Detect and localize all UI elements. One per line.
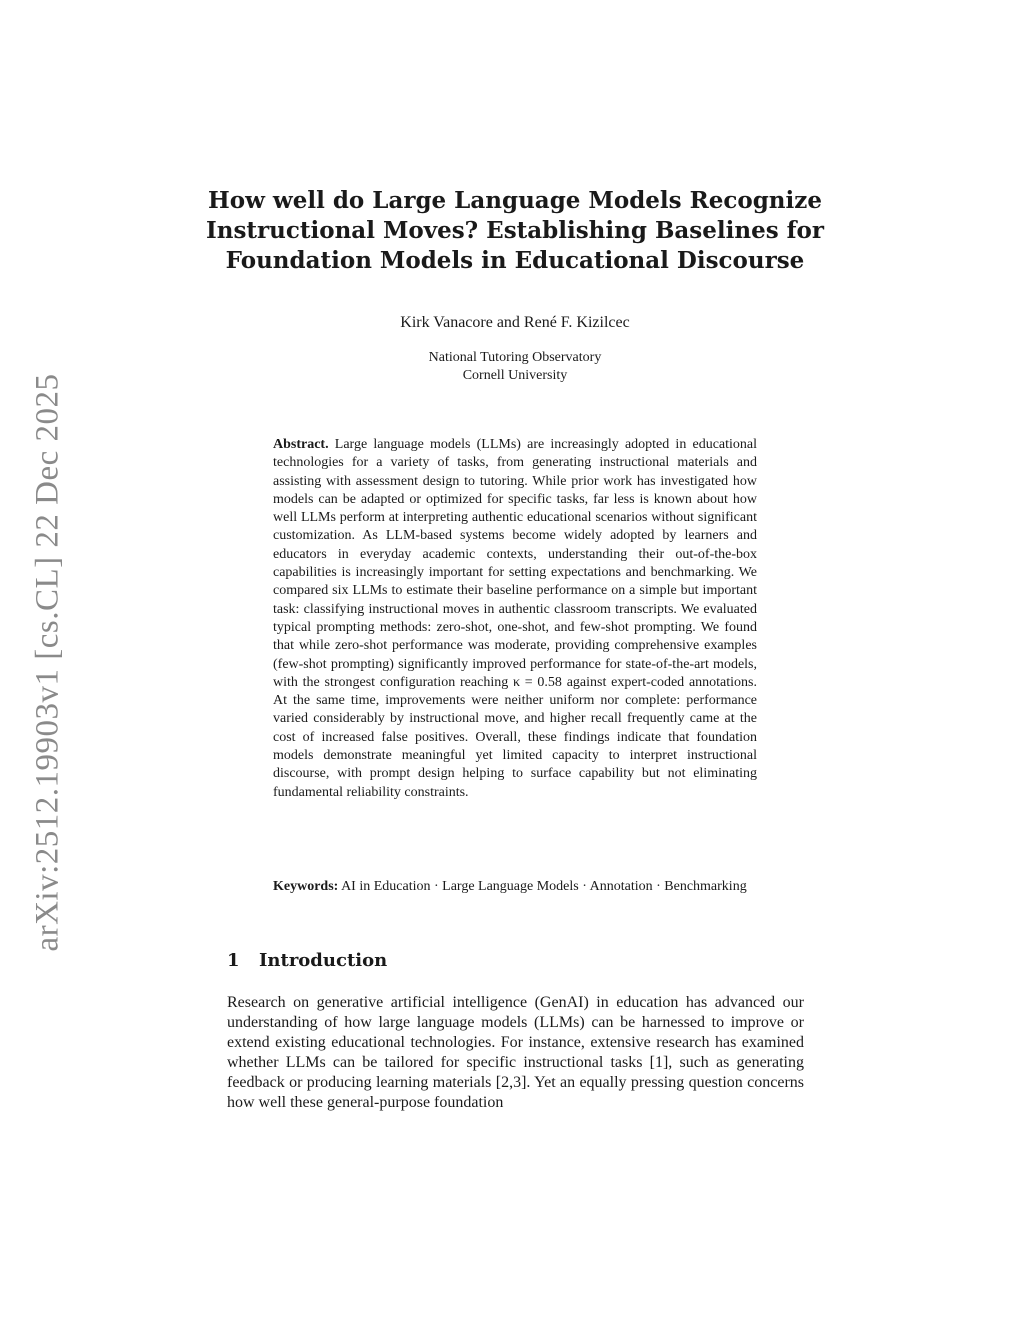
keywords-text: AI in Education · Large Language Models · Annotation · Benchmarking — [341, 879, 747, 894]
title-line: Foundation Models in Educational Discourse — [225, 247, 805, 274]
intro-paragraph: Research on generative artificial intelligence (GenAI) in education has advanced our understanding of how large language models (LLMs) can be harnessed to improve or extend existing educational technologies. For instance, extensive research has examined whether LLMs can be tailored for specific instructional tasks [1], such as generating feedback or producing learning materials [2,3]. Yet an equally pressing question concerns how well these general-purpose foundation — [227, 994, 804, 1111]
section-number: 1 — [227, 950, 240, 971]
keywords-block — [273, 878, 757, 896]
title-line: How well do Large Language Models Recognize — [208, 187, 822, 214]
keywords-label: Keywords: — [273, 879, 339, 894]
arxiv-identifier: arXiv:2512.19903v1 [cs.CL] 22 Dec 2025 — [29, 373, 66, 952]
paper-title — [200, 186, 830, 276]
paper-authors: Kirk Vanacore and René F. Kizilcec — [400, 314, 630, 331]
abstract-text: Large language models (LLMs) are increasingly adopted in educational technologies for a variety of tasks, from generating instructional materials and assisting with assessment design to tutoring. While prior work has investigated how models can be adapted or optimized for specific tasks, far less is known about how well LLMs perform at interpreting authentic educational scenarios without significant customization. As LLM-based systems become widely adopted by learners and educators in everyday academic contexts, understanding their out-of-the-box capabilities is increasingly important for setting expectations and benchmarking. We compared six LLMs to estimate their baseline performance on a simple but important task: classifying instructional moves in authentic classroom transcripts. We evaluated typical prompting methods: zero-shot, one-shot, and few-shot prompting. We found that while zero-shot performance was moderate, providing comprehensive examples (few-shot prompting) significantly improved performance for state-of-the-art models, with the strongest configuration reaching κ = 0.58 against expert-coded annotations. At the same time, improvements were neither uniform nor complete: performance varied considerably by instructional move, and higher recall frequently came at the cost of increased false positives. Overall, these findings indicate that foundation models demonstrate meaningful yet limited capacity to interpret instructional discourse, with prompt design helping to surface capability but not eliminating fundamental reliability constraints. — [273, 437, 758, 800]
title-line: Instructional Moves? Establishing Baselines for — [205, 217, 825, 244]
affiliation-line: National Tutoring Observatory — [428, 350, 602, 365]
affiliation-line: Cornell University — [462, 368, 568, 383]
arxiv-side-stamp — [18, 370, 78, 955]
section-heading — [227, 950, 387, 971]
abstract-label: Abstract. — [273, 437, 329, 452]
section-title: Introduction — [259, 950, 388, 971]
abstract-block — [273, 436, 757, 802]
author-affiliation — [200, 349, 830, 385]
